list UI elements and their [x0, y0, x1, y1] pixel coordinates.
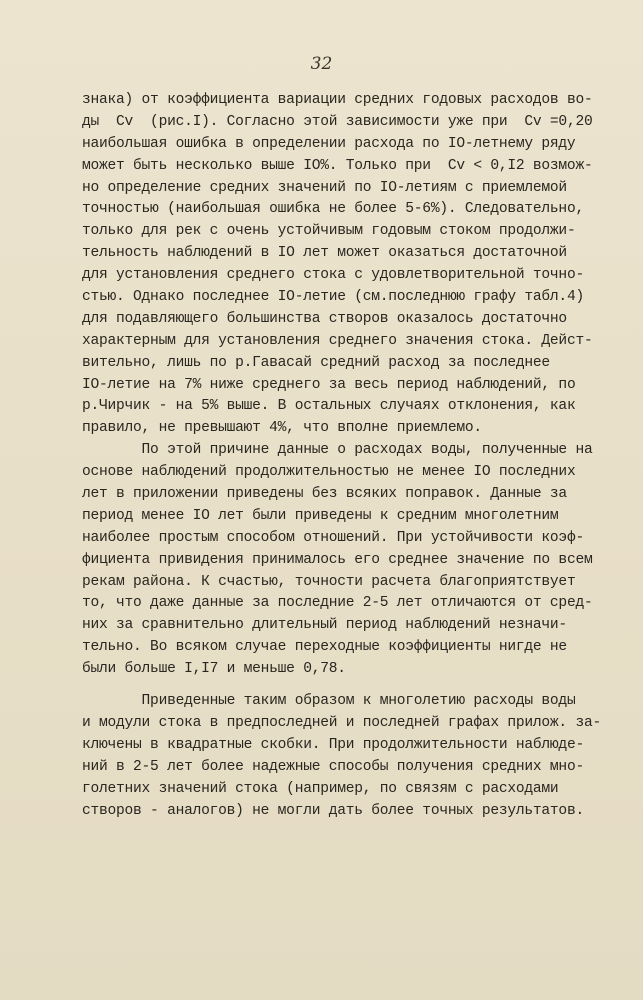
text-line: правило, не превышают 4%, что вполне приемлемо.	[82, 420, 482, 437]
text-line: вительно, лишь по р.Гавасай средний расход за последнее	[82, 354, 550, 371]
text-line: наибольшая ошибка в определении расхода по IO-летнему ряду	[82, 135, 576, 152]
paragraph-gap	[82, 681, 612, 691]
text-line: них за сравнительно длительный период наблюдений незначи-	[82, 617, 567, 634]
body-text	[82, 90, 612, 822]
text-line: может быть несколько выше IO%. Только при Cv < 0,I2 возмож-	[82, 157, 593, 174]
text-line: но определение средних значений по IO-летиям с приемлемой	[82, 179, 567, 196]
text-line: только для рек с очень устойчивым годовым стоком продолжи-	[82, 223, 576, 240]
text-line: тельность наблюдений в IO лет может оказаться достаточной	[82, 245, 567, 262]
text-line: знака) от коэффициента вариации средних годовых расходов во-	[82, 92, 593, 108]
text-line: ключены в квадратные скобки. При продолжительности наблюде-	[82, 736, 584, 753]
text-line: период менее IO лет были приведены к средним многолетним	[82, 507, 559, 524]
text-line: створов - аналогов) не могли дать более точных результатов.	[82, 802, 584, 819]
text-line: были больше I,I7 и меньше 0,78.	[82, 661, 346, 678]
text-line: IO-летие на 7% ниже среднего за весь период наблюдений, по	[82, 376, 576, 393]
text-line: голетних значений стока (например, по связям с расходами	[82, 780, 559, 797]
text-line: Приведенные таким образом к многолетию расходы воды	[82, 693, 576, 710]
text-line: наиболее простым способом отношений. При устойчивости коэф-	[82, 529, 584, 546]
text-line: основе наблюдений продолжительностью не менее IO последних	[82, 464, 576, 481]
text-line: то, что даже данные за последние 2-5 лет отличаются от сред-	[82, 595, 593, 612]
text-line: рекам района. К счастью, точности расчета благоприятствует	[82, 573, 576, 590]
text-line: По этой причине данные о расходах воды, полученные на	[82, 442, 593, 459]
text-line: ды Cv (рис.I). Согласно этой зависимости уже при Cv =0,20	[82, 113, 593, 130]
text-line: и модули стока в предпоследней и последней графах прилож. за-	[82, 714, 601, 731]
page-number: 32	[310, 54, 333, 74]
text-line: р.Чирчик - на 5% выше. В остальных случаях отклонения, как	[82, 398, 576, 415]
text-line: характерным для установления среднего значения стока. Дейст-	[82, 332, 593, 349]
text-line: ний в 2-5 лет более надежные способы получения средних мно-	[82, 758, 584, 775]
text-line: фициента привидения принималось его среднее значение по всем	[82, 551, 593, 568]
text-line: для установления среднего стока с удовлетворительной точно-	[82, 267, 584, 284]
text-line: лет в приложении приведены без всяких поправок. Данные за	[82, 486, 567, 503]
text-line: для подавляющего большинства створов оказалось достаточно	[82, 310, 567, 327]
text-line: точностью (наибольшая ошибка не более 5-6%). Следовательно,	[82, 201, 584, 218]
text-line: тельно. Во всяком случае переходные коэффициенты нигде не	[82, 639, 567, 656]
text-line: стью. Однако последнее IO-летие (см.последнюю графу табл.4)	[82, 289, 584, 306]
